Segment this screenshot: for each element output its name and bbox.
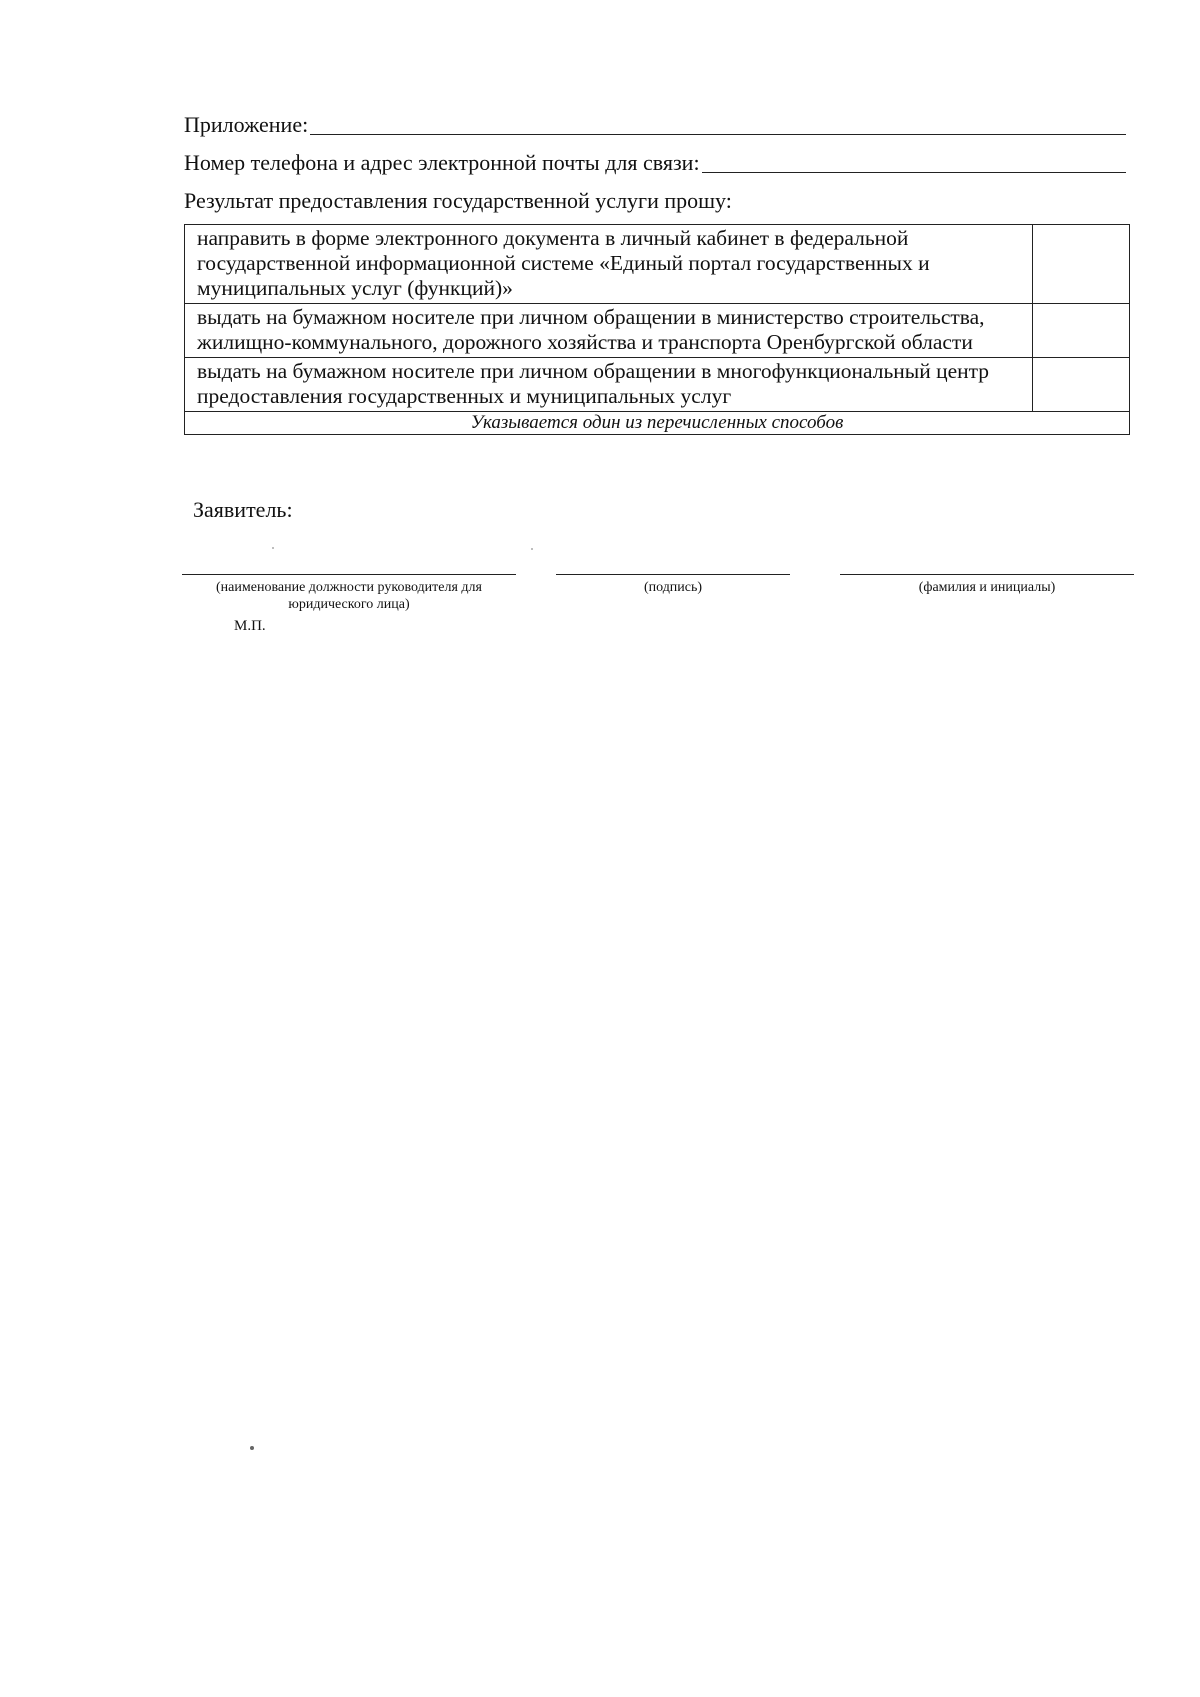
table-row [185, 225, 1130, 304]
signature-caption: (подпись) [643, 580, 703, 595]
table-row [185, 412, 1130, 435]
attachment-blank-line [310, 134, 1126, 135]
position-caption: (наименование должности руководителя для юридического лица) [216, 580, 482, 612]
scan-speck [272, 547, 274, 549]
result-options-table [184, 224, 1130, 435]
stamp-place-label: М.П. [234, 618, 266, 634]
attachment-row [184, 112, 1126, 138]
result-request-label: Результат предоставления государственной услуги прошу: [184, 188, 732, 213]
option-text: выдать на бумажном носителе при личном обращении в министерство строительства, жилищно-коммунального, дорожного хозяйства и транспорта Оренбургской области [185, 304, 1033, 358]
options-note: Указывается один из перечисленных способов [185, 412, 1130, 435]
position-signature-line [182, 574, 516, 575]
option-text: направить в форме электронного документа в личный кабинет в федеральной государственной информационной системе «Единый портал государственных и муниципальных услуг (функций)» [185, 225, 1033, 304]
option-checkbox-cell[interactable] [1033, 304, 1130, 358]
scan-speck [531, 548, 533, 550]
table-row [185, 358, 1130, 412]
option-checkbox-cell[interactable] [1033, 358, 1130, 412]
signature-line [556, 574, 790, 575]
contact-row [184, 150, 1126, 176]
attachment-label: Приложение: [184, 112, 309, 137]
contact-label: Номер телефона и адрес электронной почты для связи: [184, 150, 700, 175]
applicant-label: Заявитель: [193, 497, 293, 522]
option-checkbox-cell[interactable] [1033, 225, 1130, 304]
table-row [185, 304, 1130, 358]
scan-speck [250, 1446, 254, 1450]
contact-blank-line [702, 172, 1126, 173]
option-text: выдать на бумажном носителе при личном обращении в многофункциональный центр предоставления государственных и муниципальных услуг [185, 358, 1033, 412]
name-caption: (фамилия и инициалы) [918, 580, 1056, 595]
name-signature-line [840, 574, 1134, 575]
